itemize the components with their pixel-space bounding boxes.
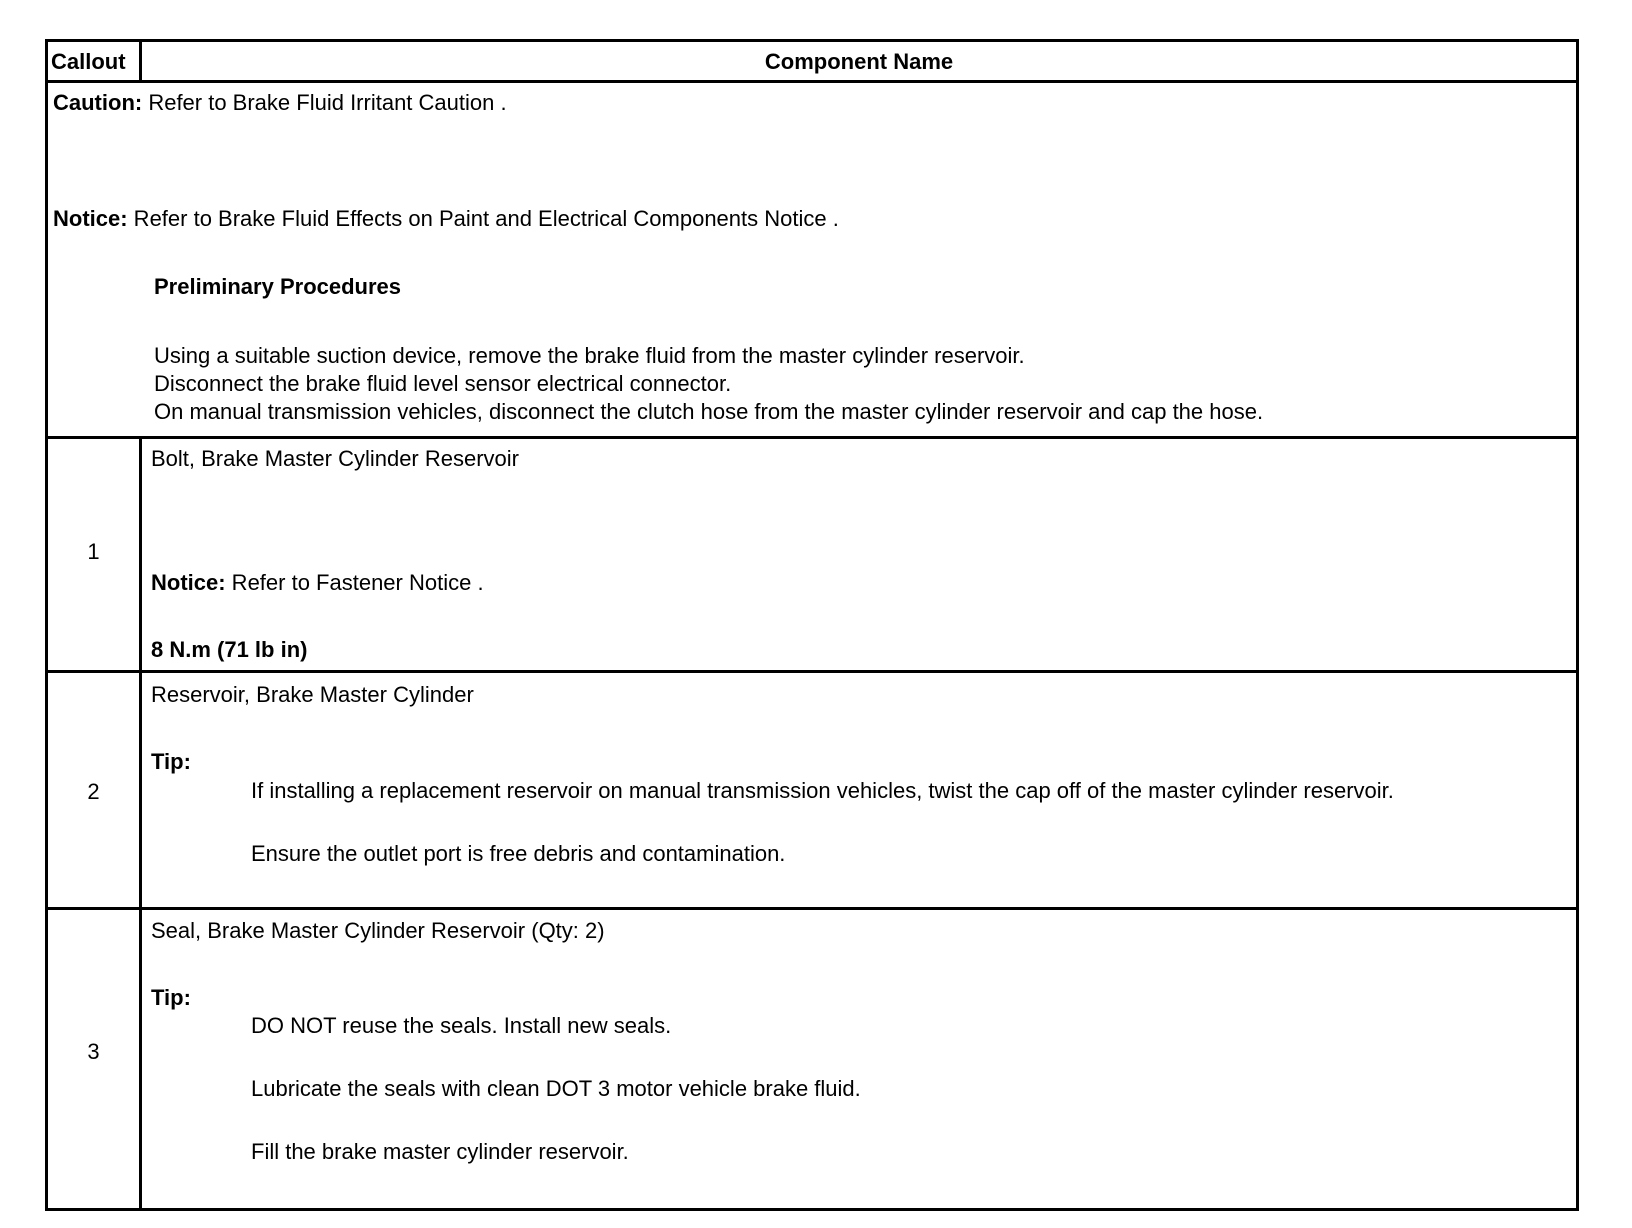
tip-label: Tip: (151, 749, 191, 774)
notice-label: Notice: (53, 206, 128, 231)
component-table (45, 39, 1579, 1211)
prelim-step: Disconnect the brake fluid level sensor electrical connector. (154, 371, 732, 396)
notice-line (151, 570, 484, 596)
column-divider (139, 436, 142, 1208)
notice-text: Refer to Brake Fluid Effects on Paint and Electrical Components Notice . (127, 206, 839, 231)
tip-text: Fill the brake master cylinder reservoir. (251, 1139, 629, 1164)
row-divider (48, 670, 1576, 673)
notice-text: Refer to Fastener Notice . (225, 570, 484, 595)
tip-text: Lubricate the seals with clean DOT 3 motor vehicle brake fluid. (251, 1076, 861, 1101)
callout-header: Callout (51, 49, 126, 74)
callout-number: 1 (87, 539, 100, 564)
row-divider (48, 436, 1576, 439)
component-name: Bolt, Brake Master Cylinder Reservoir (151, 446, 520, 471)
caution-line (53, 90, 507, 116)
prelim-step: On manual transmission vehicles, disconnect the clutch hose from the master cylinder reservoir and cap the hose. (154, 399, 1264, 424)
tip-text: Ensure the outlet port is free debris and contamination. (251, 841, 786, 866)
callout-number: 2 (87, 779, 100, 804)
notice-line (53, 206, 839, 232)
preliminary-procedures-title: Preliminary Procedures (154, 274, 402, 299)
caution-label: Caution: (53, 90, 143, 115)
notice-label: Notice: (151, 570, 226, 595)
header-divider (48, 80, 1576, 83)
prelim-step: Using a suitable suction device, remove the brake fluid from the master cylinder reservoir. (154, 343, 1025, 368)
component-name-header: Component Name (764, 49, 954, 74)
tip-text: DO NOT reuse the seals. Install new seals. (251, 1013, 672, 1038)
row-divider (48, 907, 1576, 910)
callout-number: 3 (87, 1039, 100, 1064)
component-name: Reservoir, Brake Master Cylinder (151, 682, 474, 707)
torque-spec: 8 N.m (71 lb in) (151, 637, 308, 662)
caution-text: Refer to Brake Fluid Irritant Caution . (142, 90, 507, 115)
tip-label: Tip: (151, 985, 191, 1010)
component-name: Seal, Brake Master Cylinder Reservoir (Qty: 2) (151, 918, 605, 943)
tip-text: If installing a replacement reservoir on manual transmission vehicles, twist the cap off of the master cylinder reservoir. (251, 778, 1394, 803)
